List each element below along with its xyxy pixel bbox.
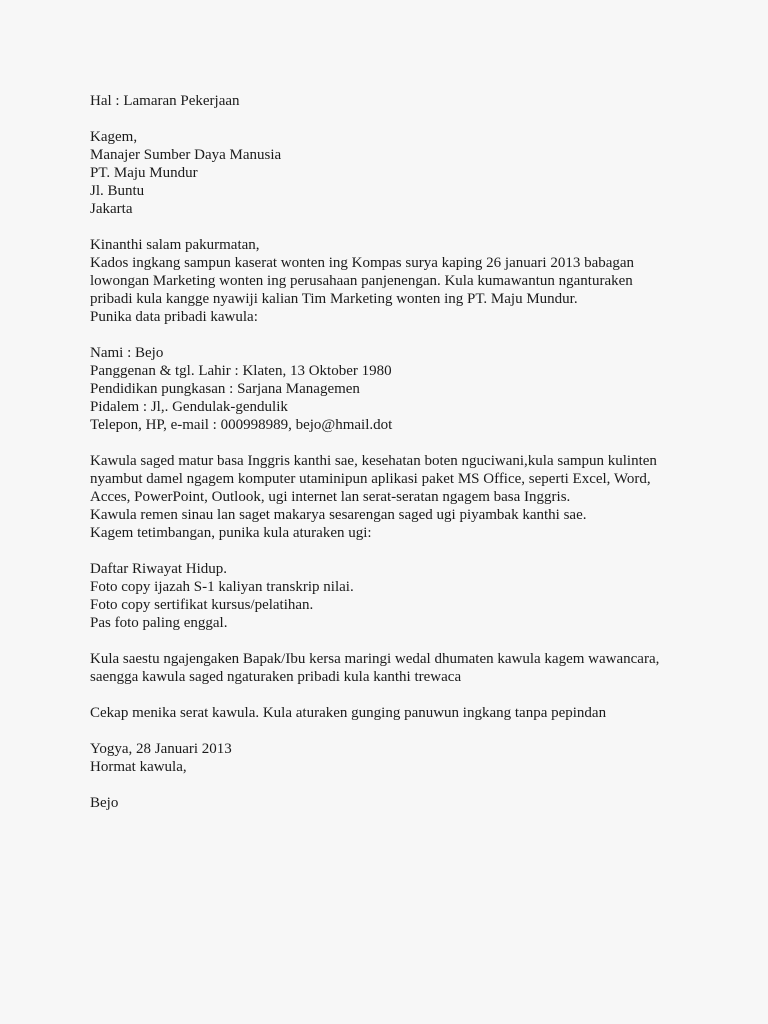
attachment-item: Foto copy sertifikat kursus/pelatihan. xyxy=(90,597,314,613)
recipient-line: Kagem, xyxy=(90,129,138,145)
subject-line xyxy=(90,92,728,110)
paragraph-line: Kados ingkang sampun kaserat wonten ing Kompas surya kaping 26 januari 2013 babagan xyxy=(90,255,635,271)
signer-name: Bejo xyxy=(90,795,119,811)
closing-salutation: Hormat kawula, xyxy=(90,759,187,775)
paragraph-line: Kawula remen sinau lan saget makarya sesarengan saged ugi piyambak kanthi sae. xyxy=(90,507,587,523)
paragraph-line: Punika data pribadi kawula: xyxy=(90,309,258,325)
recipient-line: PT. Maju Mundur xyxy=(90,165,198,181)
paragraph-line: Acces, PowerPoint, Outlook, ugi internet lan serat-seratan ngagem basa Inggris. xyxy=(90,489,571,505)
recipient-line: Manajer Sumber Daya Manusia xyxy=(90,147,282,163)
personal-data-line: Nami : Bejo xyxy=(90,345,164,361)
personal-data-line: Panggenan & tgl. Lahir : Klaten, 13 Oktober 1980 xyxy=(90,363,392,379)
personal-data-block xyxy=(90,344,728,434)
personal-data-line: Telepon, HP, e-mail : 000998989, bejo@hmail.dot xyxy=(90,417,393,433)
skills-paragraph xyxy=(90,452,728,542)
paragraph-line: saengga kawula saged ngaturaken pribadi kula kanthi trewaca xyxy=(90,669,462,685)
personal-data-line: Pidalem : Jl,. Gendulak-gendulik xyxy=(90,399,288,415)
recipient-line: Jakarta xyxy=(90,201,133,217)
opening-paragraph xyxy=(90,236,728,326)
paragraph-line: Kawula saged matur basa Inggris kanthi sae, kesehatan boten nguciwani,kula sampun kulinten xyxy=(90,453,657,469)
attachment-item: Pas foto paling enggal. xyxy=(90,615,228,631)
attachment-item: Daftar Riwayat Hidup. xyxy=(90,561,228,577)
recipient-block xyxy=(90,128,728,218)
paragraph-line: Kinanthi salam pakurmatan, xyxy=(90,237,260,253)
paragraph-line: nyambut damel ngagem komputer utaminipun aplikasi paket MS Office, seperti Excel, Word, xyxy=(90,471,651,487)
subject-text: Hal : Lamaran Pekerjaan xyxy=(90,93,240,109)
paragraph-line: Kula saestu ngajengaken Bapak/Ibu kersa maringi wedal dhumaten kawula kagem wawancara, xyxy=(90,651,660,667)
signature-block xyxy=(90,740,728,812)
interview-paragraph xyxy=(90,650,728,686)
paragraph-line: pribadi kula kangge nyawiji kalian Tim Marketing wonten ing PT. Maju Mundur. xyxy=(90,291,578,307)
recipient-line: Jl. Buntu xyxy=(90,183,145,199)
personal-data-line: Pendidikan pungkasan : Sarjana Managemen xyxy=(90,381,360,397)
place-date: Yogya, 28 Januari 2013 xyxy=(90,741,232,757)
attachments-list xyxy=(90,560,728,632)
paragraph-line: Kagem tetimbangan, punika kula aturaken ugi: xyxy=(90,525,372,541)
paragraph-line: Cekap menika serat kawula. Kula aturaken gunging panuwun ingkang tanpa pepindan xyxy=(90,705,607,721)
closing-paragraph xyxy=(90,704,728,722)
attachment-item: Foto copy ijazah S-1 kaliyan transkrip nilai. xyxy=(90,579,354,595)
paragraph-line: lowongan Marketing wonten ing perusahaan panjenengan. Kula kumawantun nganturaken xyxy=(90,273,633,289)
